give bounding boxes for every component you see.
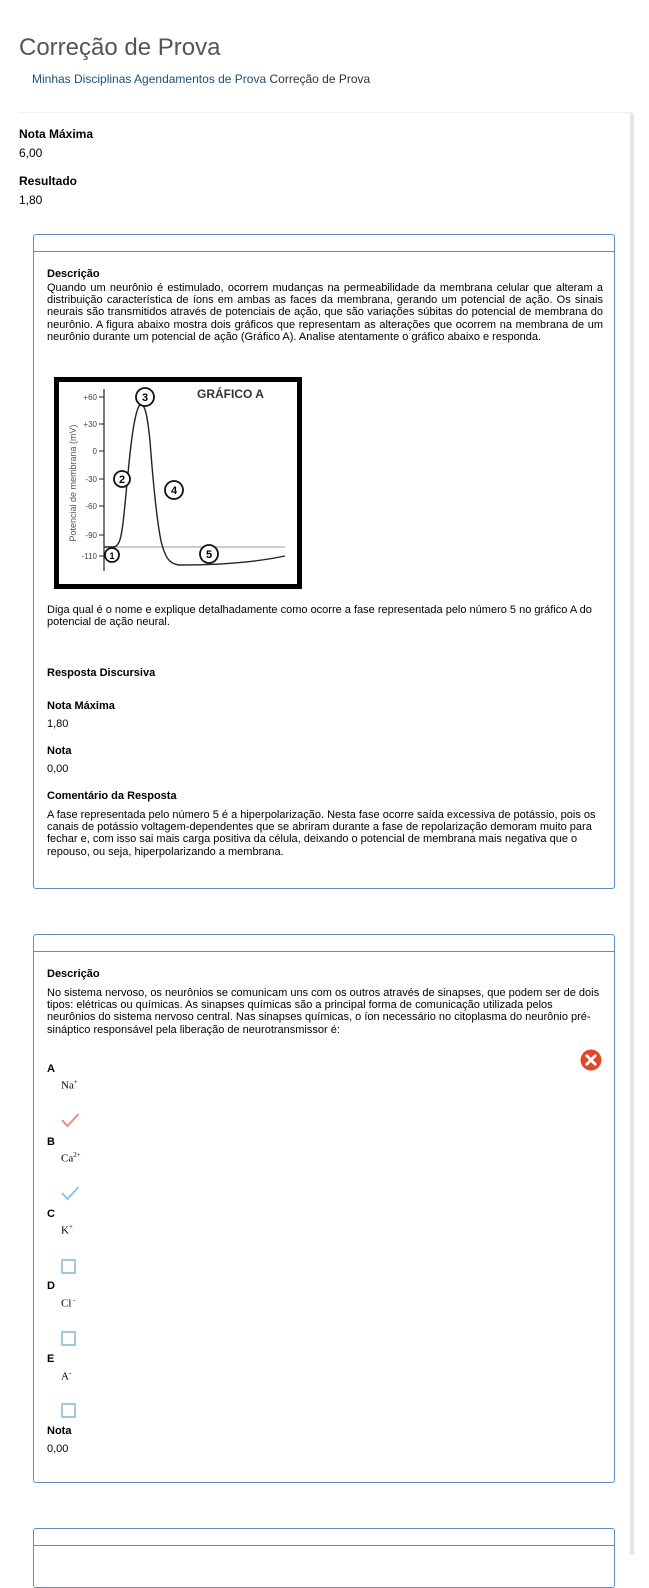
result-label: Resultado	[19, 174, 78, 188]
comment-label: Comentário da Resposta	[47, 790, 177, 802]
option-a-base: Na	[61, 1079, 74, 1092]
option-b-letter: B	[47, 1136, 55, 1148]
option-a-sup: +	[73, 1078, 78, 1086]
graph-tick-label: +60	[83, 393, 97, 402]
graph-marker-label: 2	[118, 474, 126, 486]
question-card-2	[33, 934, 615, 1483]
action-potential-graph	[47, 371, 304, 593]
option-e-letter: E	[47, 1353, 55, 1365]
panel-shadow	[630, 113, 634, 1555]
graph-title: GRÁFICO A	[197, 387, 264, 401]
card-header-divider	[34, 951, 614, 952]
option-e-base: A	[61, 1370, 69, 1383]
max-score-value: 6,00	[19, 146, 43, 160]
question-text: Diga qual é o nome e explique detalhadamente como ocorre a fase representada pelo número 5 no gráfico A do potencial de ação neural.	[47, 604, 592, 629]
q1-score-label: Nota	[47, 745, 72, 757]
question-card-1	[33, 234, 615, 889]
option-b-sup: 2+	[73, 1151, 81, 1159]
option-d-base: Cl	[61, 1297, 72, 1310]
graph-tick-label: 0	[92, 447, 97, 456]
option-c-letter: C	[47, 1208, 55, 1220]
option-c-checkbox[interactable]	[61, 1259, 76, 1274]
graph-tick-label: -110	[81, 552, 97, 561]
option-e-text	[61, 1369, 71, 1383]
option-d-text	[61, 1296, 76, 1310]
max-score-label: Nota Máxima	[19, 127, 94, 141]
q1-max-value: 1,80	[47, 718, 69, 730]
breadcrumb-link-agendamentos[interactable]: Agendamentos de Prova	[134, 72, 267, 86]
q2-score-value: 0,00	[47, 1443, 69, 1455]
option-b-check-icon[interactable]	[60, 1184, 80, 1202]
comment-text: A fase representada pelo número 5 é a hiperpolarização. Nesta fase ocorre saída excessiva de potássio, pois os canais de potássio voltagem-dependentes que se abriram durante a fase de repolarização demoram muito para fechar e, com isso sai mais carga positiva da célula, deixando o potencial de membrana mais negativa que o repouso, ou seja, hiperpolarizando a membrana.	[47, 809, 596, 858]
q1-max-label: Nota Máxima	[47, 700, 115, 712]
graph-y-axis-label: Potencial de membrana (mV)	[68, 424, 78, 542]
question-card-3	[33, 1528, 615, 1588]
answer-type-label: Resposta Discursiva	[47, 667, 156, 679]
breadcrumb	[32, 72, 370, 86]
graph-marker-label: 3	[141, 392, 149, 404]
description-text: No sistema nervoso, os neurônios se comunicam uns com os outros através de sinapses, que podem ser de dois tipos: elétricas ou químicas. As sinapses químicas são a principal forma de comunicação utilizada pelos neurônios do sistema nervoso central. Nas sinapses químicas, o íon necessário no citoplasma do neurônio pré-sináptico responsável pela liberação de neurotransmissor é:	[47, 987, 600, 1036]
option-d-sup: -	[71, 1296, 76, 1304]
option-a-check-icon[interactable]	[60, 1111, 80, 1129]
option-b-text	[61, 1151, 81, 1165]
option-d-checkbox[interactable]	[61, 1331, 76, 1346]
graph-marker-label: 4	[170, 485, 178, 497]
option-b-base: Ca	[61, 1152, 74, 1165]
graph-tick-label: -90	[85, 531, 97, 540]
graph-tick-label: -60	[85, 502, 97, 511]
result-value: 1,80	[19, 193, 43, 207]
q1-score-value: 0,00	[47, 763, 69, 775]
page-title: Correção de Prova	[19, 34, 221, 61]
option-c-text	[61, 1223, 73, 1237]
description-label: Descrição	[47, 268, 100, 280]
graph-tick-label: +30	[83, 420, 97, 429]
option-a-letter: A	[47, 1063, 55, 1075]
option-e-checkbox[interactable]	[61, 1403, 76, 1418]
graph-marker-label: 5	[205, 549, 213, 561]
option-c-base: K	[61, 1224, 69, 1237]
panel-top-border	[18, 112, 632, 113]
card-header-divider	[34, 1545, 614, 1546]
description-label: Descrição	[47, 968, 100, 980]
breadcrumb-current: Correção de Prova	[269, 72, 371, 86]
option-a-text	[61, 1078, 78, 1092]
breadcrumb-link-disciplinas[interactable]: Minhas Disciplinas	[32, 72, 132, 86]
graph-tick-label: -30	[85, 475, 97, 484]
graph-marker-label: 1	[109, 551, 115, 561]
description-text: Quando um neurônio é estimulado, ocorrem mudanças na permeabilidade da membrana celular que alteram a distribuição característica de íons em ambas as faces da membrana, gerando um potencial de ação. Os sinais neurais são transmitidos através de potenciais de ação, que são variações súbitas do potencial de membrana do neurônio. A figura abaixo mostra dois gráficos que representam as alterações que ocorrem na membrana de um neurônio durante um potencial de ação (Gráfico A). Analise atentamente o gráfico abaixo e responda.	[47, 282, 603, 343]
option-c-sup: +	[68, 1223, 73, 1231]
option-d-letter: D	[47, 1280, 55, 1292]
wrong-answer-icon	[580, 1049, 602, 1071]
card-header-divider	[34, 251, 614, 252]
q2-score-label: Nota	[47, 1425, 72, 1437]
option-e-sup: -	[68, 1369, 72, 1377]
